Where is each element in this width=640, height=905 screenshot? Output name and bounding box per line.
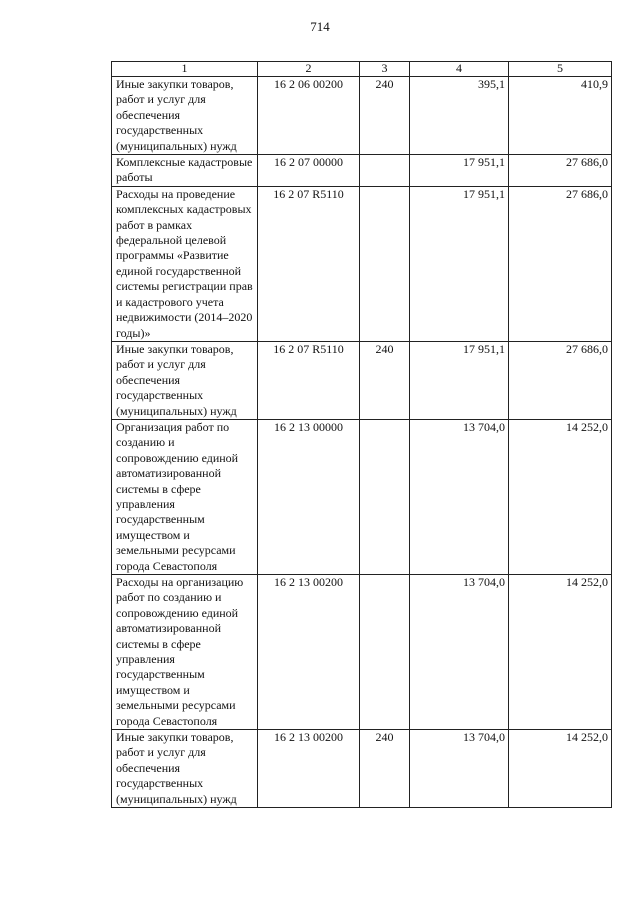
row-code: 16 2 07 00000 bbox=[258, 155, 360, 187]
row-vr bbox=[360, 419, 410, 574]
row-name: Комплексные кадастровые работы bbox=[112, 155, 258, 187]
row-code: 16 2 07 R5110 bbox=[258, 186, 360, 341]
header-col-3: 3 bbox=[360, 62, 410, 77]
header-col-1: 1 bbox=[112, 62, 258, 77]
row-sum-2: 14 252,0 bbox=[509, 575, 612, 730]
row-sum-1: 17 951,1 bbox=[410, 186, 509, 341]
header-col-5: 5 bbox=[509, 62, 612, 77]
row-sum-2: 27 686,0 bbox=[509, 186, 612, 341]
row-sum-2: 14 252,0 bbox=[509, 730, 612, 808]
row-sum-1: 17 951,1 bbox=[410, 155, 509, 187]
row-sum-1: 13 704,0 bbox=[410, 419, 509, 574]
row-sum-2: 27 686,0 bbox=[509, 155, 612, 187]
row-vr bbox=[360, 186, 410, 341]
table-row bbox=[112, 77, 612, 155]
row-vr: 240 bbox=[360, 730, 410, 808]
header-row bbox=[112, 62, 612, 77]
row-sum-2: 410,9 bbox=[509, 77, 612, 155]
row-name: Организация работ по созданию и сопровождению единой автоматизированной системы в сфере управления государственным имуществом и земельными ресурсами города Севастополя bbox=[112, 419, 258, 574]
table-row bbox=[112, 186, 612, 341]
row-sum-2: 14 252,0 bbox=[509, 419, 612, 574]
row-vr bbox=[360, 575, 410, 730]
budget-table bbox=[111, 61, 612, 808]
row-sum-1: 13 704,0 bbox=[410, 730, 509, 808]
table-row bbox=[112, 341, 612, 419]
table-row bbox=[112, 419, 612, 574]
row-vr bbox=[360, 155, 410, 187]
table-row bbox=[112, 730, 612, 808]
page-number: 714 bbox=[310, 19, 330, 34]
row-vr: 240 bbox=[360, 77, 410, 155]
row-sum-2: 27 686,0 bbox=[509, 341, 612, 419]
row-name: Расходы на организацию работ по созданию и сопровождению единой автоматизированной системы в сфере управления государственным имуществом и земельными ресурсами города Севастополя bbox=[112, 575, 258, 730]
row-sum-1: 395,1 bbox=[410, 77, 509, 155]
row-code: 16 2 13 00200 bbox=[258, 575, 360, 730]
row-name: Иные закупки товаров, работ и услуг для обеспечения государственных (муниципальных) нужд bbox=[112, 341, 258, 419]
row-sum-1: 13 704,0 bbox=[410, 575, 509, 730]
header-col-4: 4 bbox=[410, 62, 509, 77]
row-vr: 240 bbox=[360, 341, 410, 419]
table-row bbox=[112, 155, 612, 187]
row-name: Иные закупки товаров, работ и услуг для обеспечения государственных (муниципальных) нужд bbox=[112, 730, 258, 808]
row-code: 16 2 13 00200 bbox=[258, 730, 360, 808]
row-name: Иные закупки товаров, работ и услуг для обеспечения государственных (муниципальных) нужд bbox=[112, 77, 258, 155]
row-code: 16 2 13 00000 bbox=[258, 419, 360, 574]
row-code: 16 2 06 00200 bbox=[258, 77, 360, 155]
row-name: Расходы на проведение комплексных кадастровых работ в рамках федеральной целевой программы «Развитие единой государственной системы регистрации прав и кадастрового учета недвижимости (2014–2020 годы)» bbox=[112, 186, 258, 341]
row-code: 16 2 07 R5110 bbox=[258, 341, 360, 419]
table-body bbox=[112, 77, 612, 808]
header-col-2: 2 bbox=[258, 62, 360, 77]
table-row bbox=[112, 575, 612, 730]
table-header bbox=[112, 62, 612, 77]
row-sum-1: 17 951,1 bbox=[410, 341, 509, 419]
